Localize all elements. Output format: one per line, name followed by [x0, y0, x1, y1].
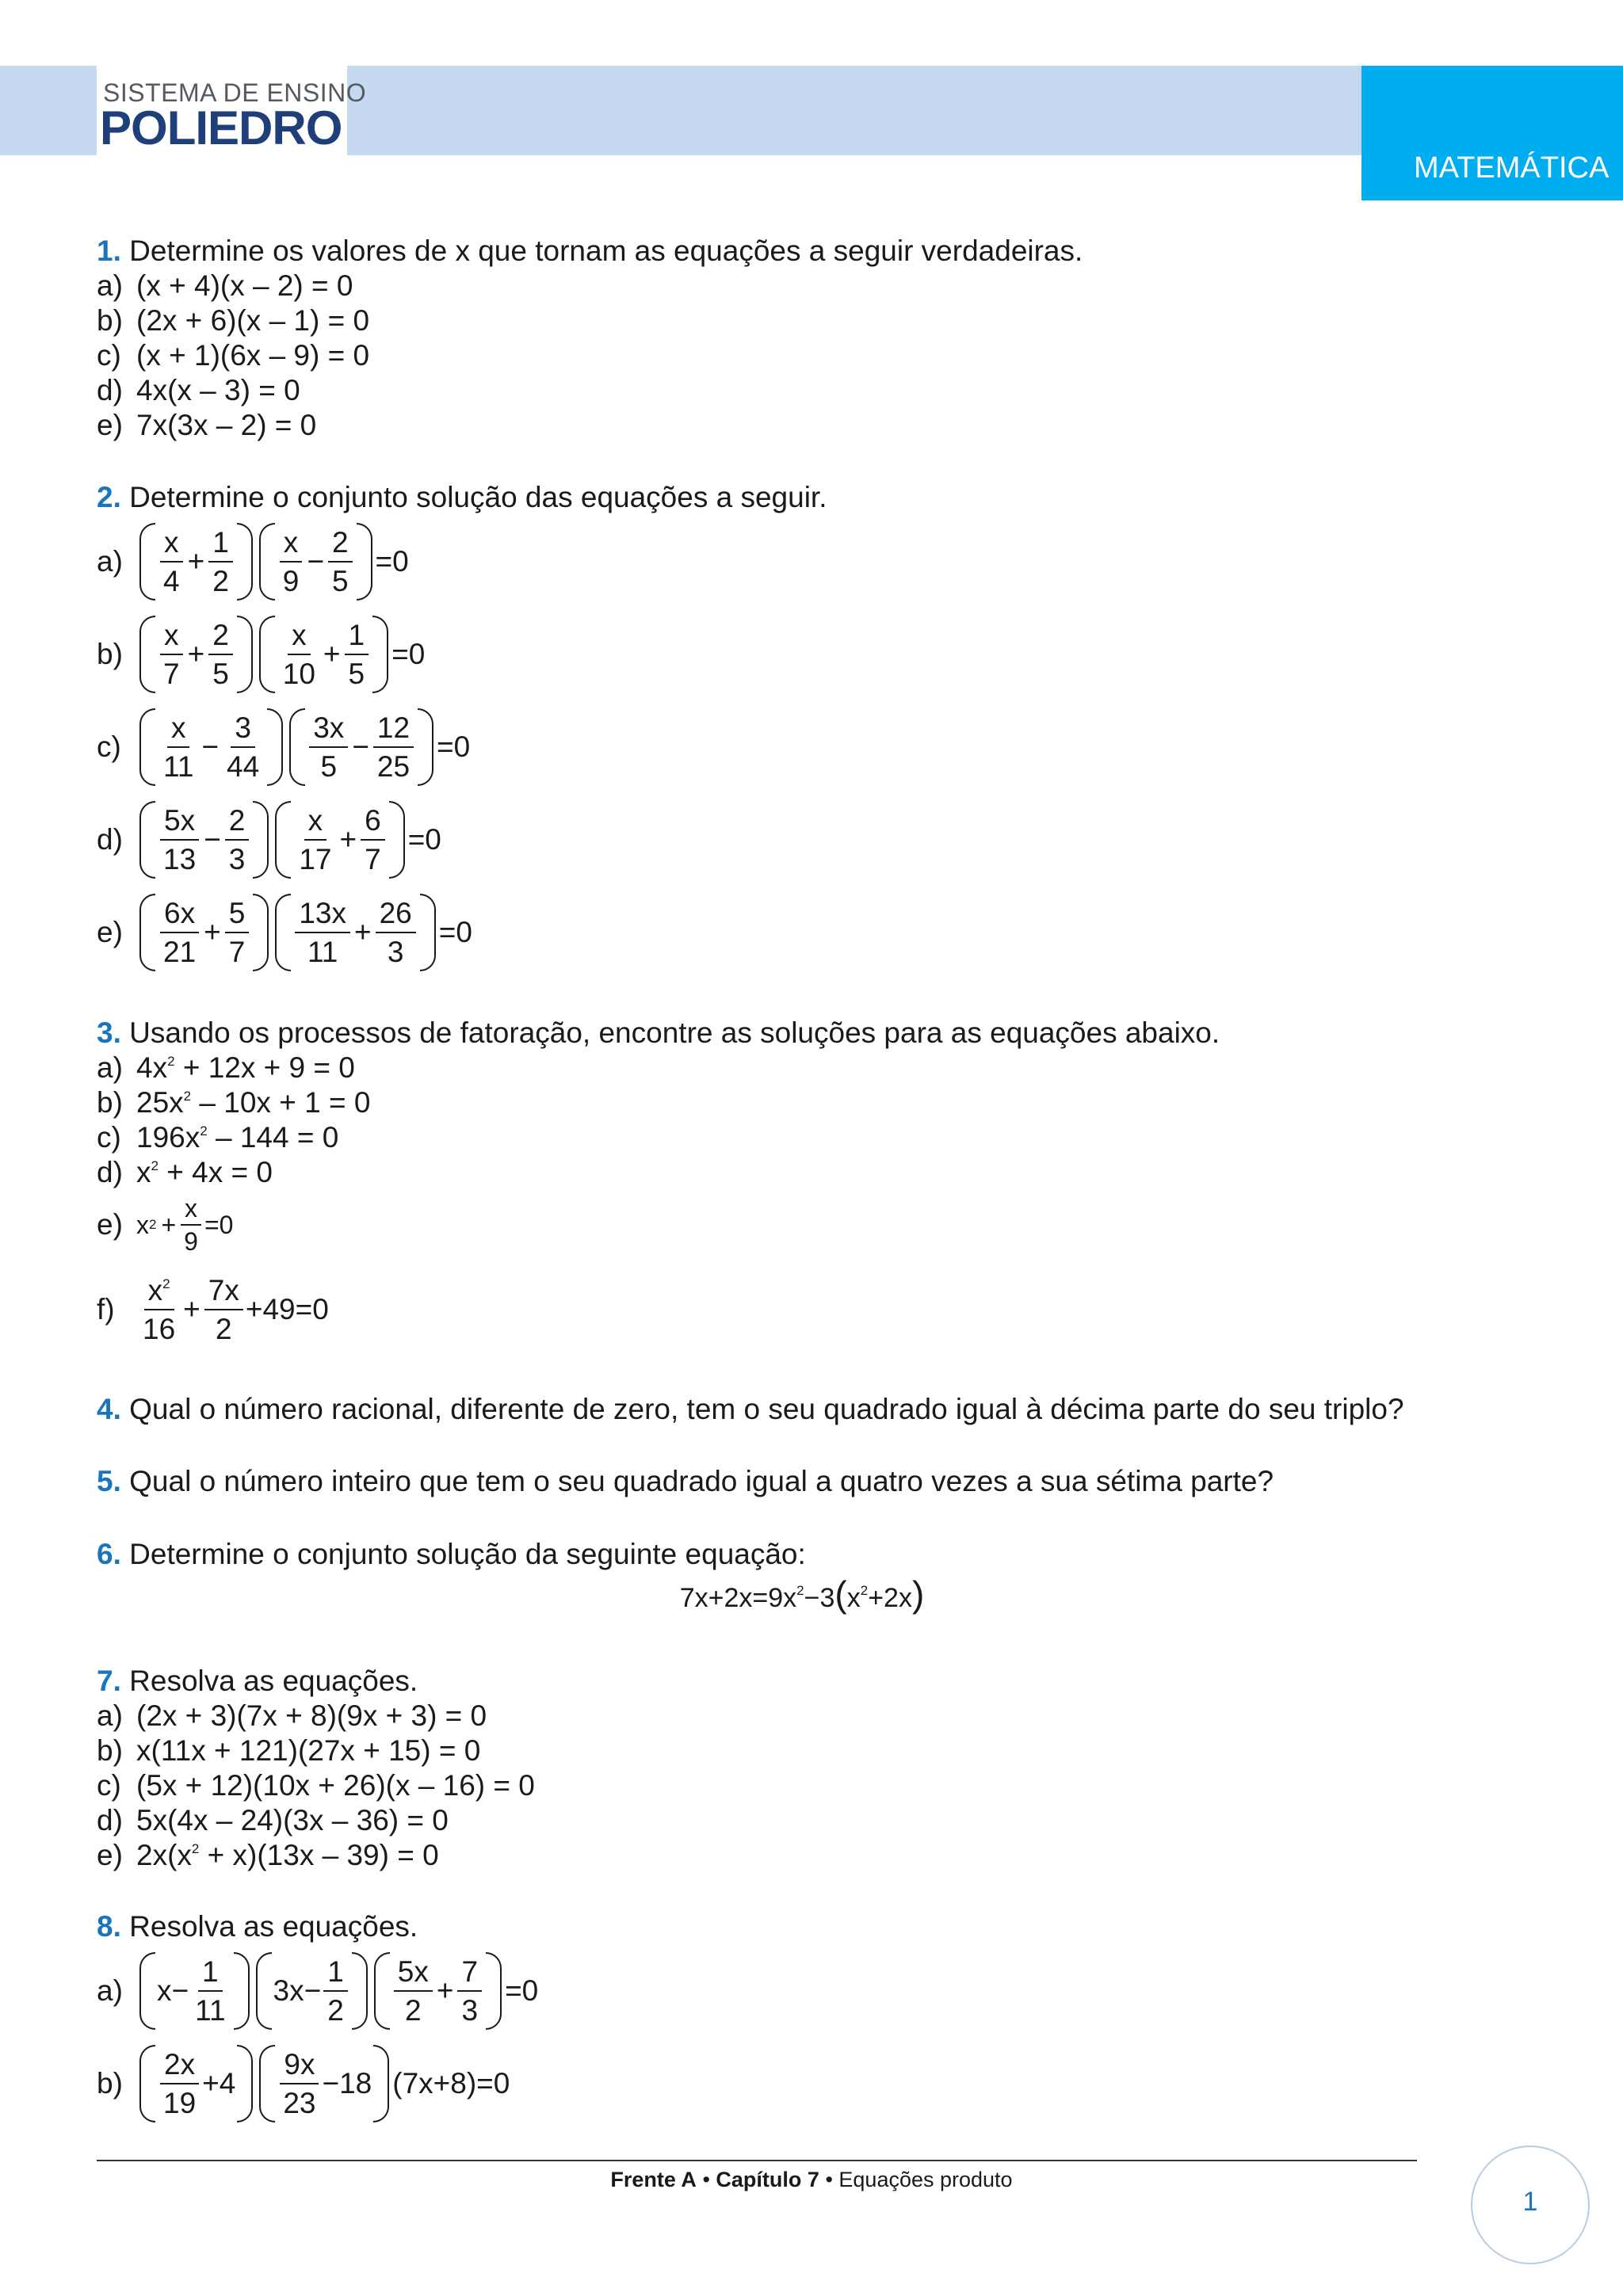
denominator: 3 [461, 1994, 479, 2027]
denominator: 5 [212, 658, 229, 690]
item-label: b) [97, 638, 123, 670]
denominator: 11 [195, 1994, 226, 2027]
denominator: 11 [307, 936, 338, 968]
exponent: 2 [162, 1276, 170, 1291]
left-paren: ( [834, 1573, 847, 1615]
term: – 10x + 1 = 0 [191, 1086, 371, 1119]
denominator: 44 [227, 750, 260, 783]
numerator: 1 [345, 616, 369, 655]
question-text: Qual o número inteiro que tem o seu quadrado igual a quatro vezes a sua sétima parte? [129, 1465, 1274, 1497]
item-label: f) [97, 1293, 115, 1325]
q1-item-d [97, 373, 300, 408]
left-paren [139, 708, 155, 786]
subject-label: MATEMÁTICA [1414, 151, 1610, 185]
denominator: 25 [376, 750, 411, 783]
denominator: 17 [299, 843, 332, 875]
denominator: 2 [405, 1994, 422, 2027]
equals-zero: =0 [391, 638, 426, 670]
operator: − [307, 545, 324, 578]
term: + 12x + 9 = 0 [174, 1051, 355, 1084]
denominator: 2 [216, 1313, 232, 1345]
exponent: 2 [183, 1089, 192, 1104]
numerator: x [167, 709, 190, 748]
denominator: 23 [283, 2087, 316, 2119]
denominator: 5 [331, 565, 349, 597]
footer-chapter: Capítulo 7 [716, 2168, 819, 2191]
question-3 [97, 1016, 1220, 1051]
fraction [279, 616, 319, 692]
question-text: Determine o conjunto solução das equações a seguir. [129, 481, 827, 513]
item-expression: (2x + 6)(x – 1) = 0 [136, 304, 370, 337]
numerator: 13x [295, 894, 350, 933]
fraction [279, 2046, 319, 2122]
q3-item-b [97, 1085, 370, 1120]
logo-main-text: POLIEDRO [100, 101, 342, 154]
numerator: 2 [225, 802, 250, 841]
right-paren [420, 894, 436, 971]
question-7 [97, 1664, 418, 1699]
q3-item-d [97, 1155, 273, 1190]
item-expression: (x + 4)(x – 2) = 0 [136, 269, 353, 302]
fraction [225, 894, 250, 971]
left-paren [259, 2045, 275, 2122]
right-paren [418, 708, 433, 786]
equals-zero: =0 [375, 545, 409, 578]
numerator: 12 [373, 709, 414, 748]
fraction [223, 709, 263, 785]
item-label: d) [97, 1804, 123, 1836]
exponent: 2 [191, 1841, 200, 1856]
numerator: 5 [225, 894, 250, 933]
item-expression: 7x(3x – 2) = 0 [136, 409, 317, 441]
item-label: a) [97, 1051, 123, 1084]
denominator: 9 [184, 1227, 198, 1256]
q3-item-a [97, 1051, 355, 1085]
item-label: e) [97, 1839, 123, 1871]
fraction [159, 709, 197, 785]
left-paren [139, 523, 155, 601]
page-number-badge [1471, 2145, 1590, 2264]
question-number: 6. [97, 1538, 121, 1570]
equals-zero: =0 [438, 916, 472, 948]
operator: + [339, 823, 357, 856]
left-paren [275, 801, 291, 879]
item-label: c) [97, 1769, 121, 1802]
operator: + [183, 1293, 200, 1325]
q7-item-b [97, 1733, 480, 1768]
q1-item-e [97, 408, 316, 443]
q8-item-b [97, 2040, 510, 2127]
numerator: 2 [328, 524, 353, 563]
numerator: 7 [457, 1953, 482, 1992]
term: −3 [804, 1583, 835, 1613]
question-text: Resolva as equações. [129, 1910, 418, 1943]
fraction [204, 1272, 243, 1348]
question-6 [97, 1537, 806, 1572]
item-label: b) [97, 1734, 123, 1767]
item-label: e) [97, 916, 123, 948]
denominator: 7 [163, 658, 180, 690]
right-paren [253, 894, 269, 971]
numerator [144, 1272, 174, 1310]
item-expression: (x + 1)(6x – 9) = 0 [136, 339, 370, 372]
q2-item-e [97, 889, 472, 976]
exponent: 2 [151, 1158, 158, 1173]
fraction [328, 524, 353, 600]
denominator: 10 [282, 658, 315, 690]
q1-item-b [97, 303, 369, 338]
fraction [159, 524, 184, 600]
denominator: 19 [163, 2087, 197, 2119]
numerator: 7x [204, 1272, 243, 1310]
exponent: 2 [167, 1054, 175, 1069]
operator: + [161, 1211, 177, 1239]
operator: − [204, 823, 221, 856]
question-number: 5. [97, 1465, 121, 1497]
question-text: Determine os valores de x que tornam as equações a seguir verdadeiras. [129, 235, 1083, 267]
term: +2x [868, 1583, 912, 1613]
term: (7x+8)=0 [392, 2067, 510, 2100]
operator: + [204, 916, 221, 948]
fraction [139, 1272, 179, 1348]
operator: + [436, 1974, 454, 2007]
item-label: b) [97, 304, 123, 337]
right-paren: ) [911, 1573, 925, 1615]
q2-item-a [97, 518, 409, 605]
item-label: e) [97, 409, 123, 441]
fraction [159, 802, 200, 878]
item-label: a) [97, 269, 123, 302]
item-label: c) [97, 730, 121, 763]
q2-item-d [97, 796, 441, 883]
fraction [295, 802, 335, 878]
operator: + [187, 638, 205, 670]
item-expression: (5x + 12)(10x + 26)(x – 16) = 0 [136, 1769, 535, 1802]
question-1 [97, 234, 1083, 269]
numerator: 2 [208, 616, 233, 655]
left-paren [256, 1952, 272, 2030]
numerator: 1 [198, 1953, 223, 1992]
term: 4x [136, 1051, 168, 1084]
fraction [373, 709, 414, 785]
fraction [295, 894, 350, 971]
term: 3x− [273, 1974, 322, 2007]
fraction [376, 894, 416, 971]
item-expression: x(11x + 121)(27x + 15) = 0 [136, 1734, 481, 1767]
term: x [136, 1211, 149, 1239]
numerator: 26 [376, 894, 416, 933]
fraction [180, 1192, 202, 1257]
term: 2x(x [136, 1839, 192, 1871]
question-number: 7. [97, 1665, 121, 1697]
term: 196x [136, 1121, 200, 1154]
operator: + [323, 638, 341, 670]
left-paren [139, 616, 155, 693]
subject-tab [1361, 66, 1623, 200]
numerator: 3x [309, 709, 348, 748]
left-paren [139, 2045, 155, 2122]
exponent: 2 [200, 1123, 208, 1138]
q3-item-f [97, 1266, 329, 1353]
fraction [323, 1953, 348, 2029]
item-label: d) [97, 374, 123, 406]
denominator: 7 [365, 843, 381, 875]
equals-zero: =0 [204, 1211, 234, 1239]
q1-item-c [97, 338, 369, 373]
item-label: e) [97, 1208, 123, 1241]
equals-zero: =0 [407, 823, 441, 856]
denominator: 4 [163, 565, 180, 597]
fraction [457, 1953, 482, 2029]
question-number: 4. [97, 1393, 121, 1425]
exponent: 2 [796, 1583, 804, 1598]
numerator: 5x [394, 1953, 433, 1992]
question-number: 2. [97, 481, 121, 513]
fraction [159, 2046, 200, 2122]
denominator: 11 [163, 750, 194, 783]
bullet-separator: • [702, 2168, 710, 2191]
fraction [208, 616, 233, 692]
q3-item-e [97, 1192, 233, 1258]
question-number: 3. [97, 1016, 121, 1049]
numerator: x [181, 1192, 201, 1226]
fraction [279, 524, 304, 600]
fraction [191, 1953, 229, 2029]
denominator: 2 [212, 565, 229, 597]
term: +49=0 [245, 1293, 329, 1325]
fraction [159, 616, 184, 692]
numerator: x [280, 524, 303, 563]
left-paren [139, 1952, 155, 2030]
q8-item-a [97, 1947, 538, 2035]
question-number: 8. [97, 1910, 121, 1943]
numerator: 1 [323, 1953, 348, 1992]
item-expression: (2x + 3)(7x + 8)(9x + 3) = 0 [136, 1699, 487, 1732]
fraction [345, 616, 369, 692]
item-label: b) [97, 1086, 123, 1119]
footer-divider [97, 2160, 1417, 2161]
item-label: a) [97, 545, 123, 578]
left-paren [275, 894, 291, 971]
poliedro-logo [97, 66, 367, 155]
numerator: x [160, 616, 183, 655]
question-text: Resolva as equações. [129, 1665, 418, 1697]
operator: − [201, 730, 220, 763]
right-paren [352, 1952, 368, 2030]
question-text: Qual o número racional, diferente de zero, tem o seu quadrado igual à décima parte do seu triplo? [129, 1393, 1404, 1425]
right-paren [253, 801, 269, 879]
operator: + [187, 545, 205, 578]
term: + 4x = 0 [158, 1156, 273, 1188]
fraction [394, 1953, 433, 2029]
item-expression: 5x(4x – 24)(3x – 36) = 0 [136, 1804, 449, 1836]
item-label: d) [97, 1156, 123, 1188]
question-2 [97, 480, 827, 515]
exponent: 2 [860, 1583, 869, 1598]
q6-equation [97, 1575, 1507, 1617]
logo-top-text: SISTEMA DE ENSINO [103, 78, 367, 107]
question-text: Determine o conjunto solução da seguinte equação: [129, 1538, 806, 1570]
denominator: 13 [163, 843, 197, 875]
fraction [208, 524, 233, 600]
q7-item-d [97, 1803, 449, 1838]
q7-item-c [97, 1768, 535, 1803]
right-paren [237, 523, 253, 601]
left-paren [139, 894, 155, 971]
denominator: 21 [163, 936, 197, 968]
numerator: 6 [361, 802, 385, 841]
right-paren [234, 1952, 250, 2030]
right-paren [372, 616, 388, 693]
term: x [147, 1274, 163, 1306]
term: 7x+2x=9x [679, 1583, 797, 1613]
fraction [309, 709, 348, 785]
right-paren [237, 2045, 253, 2122]
equals-zero: =0 [505, 1974, 539, 2007]
question-5 [97, 1464, 1274, 1499]
item-expression: 4x(x – 3) = 0 [136, 374, 300, 406]
right-paren [357, 523, 372, 601]
question-8 [97, 1909, 418, 1944]
denominator: 9 [282, 565, 300, 597]
right-paren [486, 1952, 502, 2030]
question-number: 1. [97, 235, 121, 267]
q7-item-e [97, 1838, 439, 1873]
denominator: 7 [228, 936, 246, 968]
q7-item-a [97, 1699, 487, 1733]
term: x [136, 1156, 151, 1188]
numerator: 9x [280, 2046, 319, 2084]
bullet-separator: • [825, 2168, 833, 2191]
left-paren [259, 616, 275, 693]
q2-item-b [97, 611, 425, 698]
right-paren [373, 2045, 389, 2122]
numerator: x [288, 616, 311, 655]
equals-zero: =0 [437, 730, 471, 763]
left-paren [289, 708, 305, 786]
q1-item-a [97, 269, 353, 303]
term: x− [157, 1974, 189, 2007]
operator: + [354, 916, 372, 948]
footer-caption [0, 2168, 1623, 2192]
question-4 [97, 1392, 1404, 1427]
item-label: b) [97, 2067, 123, 2100]
q3-item-c [97, 1120, 338, 1155]
item-label: c) [97, 339, 121, 372]
numerator: 3 [231, 709, 255, 748]
right-paren [237, 616, 253, 693]
denominator: 3 [387, 936, 404, 968]
item-label: a) [97, 1974, 123, 2007]
formula: x 2 + $\frac{x}{9}$ =0 [136, 1194, 234, 1256]
numerator: x [160, 524, 183, 563]
denominator: 16 [143, 1313, 176, 1345]
item-label: c) [97, 1121, 121, 1154]
fraction [361, 802, 385, 878]
term: +4 [202, 2067, 236, 2100]
item-label: a) [97, 1699, 123, 1732]
denominator: 5 [348, 658, 365, 690]
numerator: 2x [160, 2046, 199, 2084]
denominator: 5 [320, 750, 338, 783]
q2-item-c [97, 704, 470, 791]
left-paren [139, 801, 155, 879]
left-paren [374, 1952, 390, 2030]
term: −18 [322, 2067, 372, 2100]
term: 25x [136, 1086, 184, 1119]
left-paren [259, 523, 275, 601]
item-label: d) [97, 823, 123, 856]
denominator: 2 [327, 1994, 344, 2027]
term: + x)(13x – 39) = 0 [199, 1839, 439, 1871]
numerator: 5x [160, 802, 199, 841]
numerator: x [304, 802, 327, 841]
right-paren [267, 708, 283, 786]
term: x [846, 1583, 861, 1613]
question-text: Usando os processos de fatoração, encontre as soluções para as equações abaixo. [129, 1016, 1220, 1049]
footer-topic: Equações produto [838, 2168, 1013, 2191]
fraction [225, 802, 250, 878]
numerator: 1 [208, 524, 233, 563]
term: – 144 = 0 [207, 1121, 339, 1154]
footer-part: Frente A [610, 2168, 697, 2191]
page-number: 1 [1522, 2187, 1538, 2217]
operator: − [352, 730, 369, 763]
numerator: 6x [160, 894, 199, 933]
right-paren [389, 801, 405, 879]
denominator: 3 [228, 843, 246, 875]
fraction [159, 894, 200, 971]
